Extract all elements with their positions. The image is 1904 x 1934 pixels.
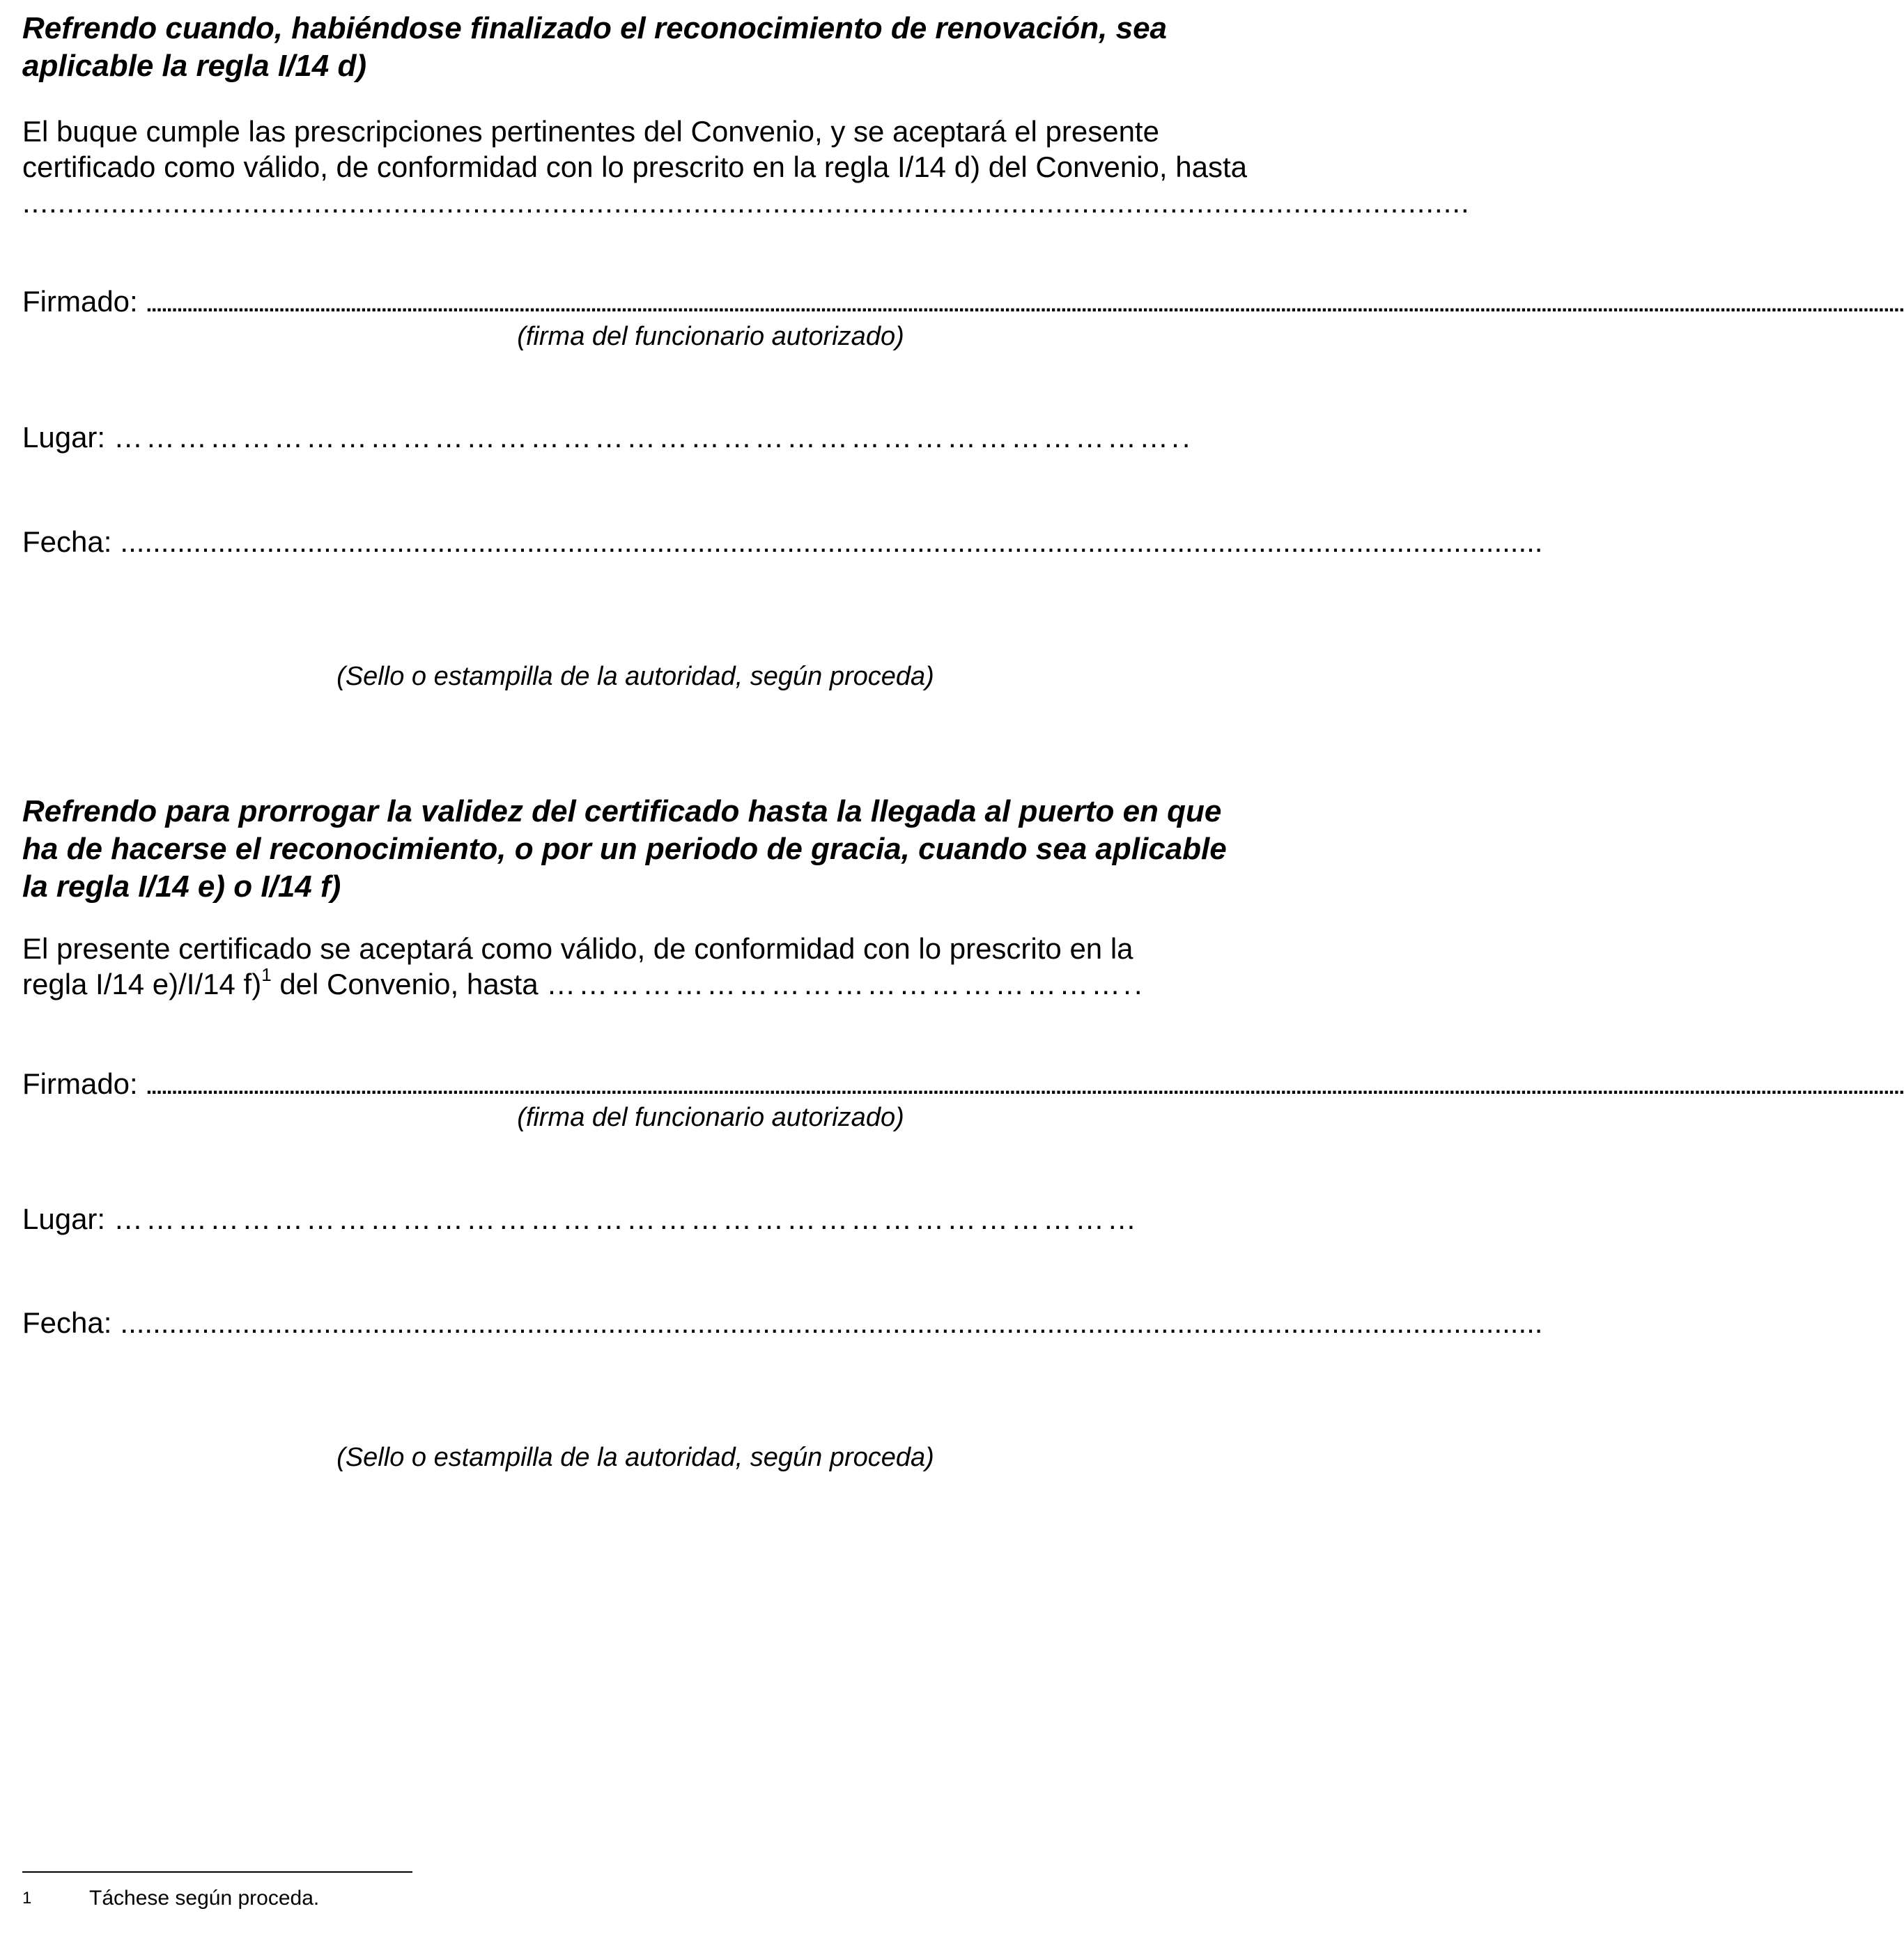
- section-2-date-label: Fecha:: [22, 1306, 112, 1339]
- section-2-seal-caption: (Sello o estampilla de la autoridad, según proceda): [336, 1443, 934, 1472]
- section-2-signed-line: [22, 1066, 1904, 1105]
- section-1-place-dots: ………………………………………………………………………………………..: [114, 421, 1193, 454]
- section-1-signed-line: [22, 284, 1904, 323]
- section-2-signature-caption: (firma del funcionario autorizado): [517, 1103, 904, 1132]
- section-1-heading: Refrendo cuando, habiéndose finalizado el reconocimiento de renovación, sea aplicable la regla I/14 d): [22, 11, 1168, 83]
- section-2-signed-label: Firmado:: [22, 1067, 138, 1100]
- section-1-date-line: [22, 524, 1543, 559]
- section-2-paragraph-line-1: El presente certificado se aceptará como válido, de conformidad con lo prescrito en la: [22, 932, 1133, 965]
- footnote-reference: 1: [261, 964, 272, 985]
- section-2-heading: Refrendo para prorrogar la validez del certificado hasta la llegada al puerto en que ha de hacerse el reconocimiento, o por un periodo de gracia, cuando sea aplicable la regla I/14 e) o I/14 f): [22, 794, 1227, 904]
- section-1-signed-dots: ........................................................................................................................................................................................................................................................................................................................................................: [146, 293, 1904, 316]
- section-2-paragraph-line-2-post: del Convenio, hasta: [271, 968, 539, 1000]
- section-1-place-label: Lugar:: [22, 421, 106, 454]
- section-1-date-label: Fecha:: [22, 525, 112, 558]
- section-1-signature-caption: (firma del funcionario autorizado): [517, 322, 904, 351]
- footnote-divider: [22, 1871, 412, 1873]
- section-2-paragraph: [22, 931, 1248, 1002]
- section-1-paragraph-dots: ....................................................................................................................................................................: [22, 186, 1470, 219]
- footnote: [22, 1886, 319, 1911]
- section-2-place-line: [22, 1201, 1248, 1237]
- footnote-text: Táchese según proceda.: [89, 1887, 320, 1910]
- section-2-paragraph-dots: ………………………………………………..: [546, 968, 1145, 1000]
- section-2-paragraph-line-2-pre: regla I/14 e)/I/14 f): [22, 968, 262, 1000]
- section-2-signed-dots: ........................................................................................................................................................................................................................................................................................................................................................: [146, 1076, 1904, 1099]
- section-1-seal-caption: (Sello o estampilla de la autoridad, según proceda): [336, 662, 934, 691]
- section-1: [22, 10, 1248, 85]
- section-1-paragraph-text: El buque cumple las prescripciones pertinentes del Convenio, y se aceptará el presente certificado como válido, de conformidad con lo prescrito en la regla I/14 d) del Convenio, hasta: [22, 115, 1247, 183]
- section-2: [22, 793, 1248, 906]
- section-2-date-line: [22, 1305, 1543, 1340]
- section-2-place-label: Lugar:: [22, 1202, 106, 1235]
- section-2-date-dots: ...............................................................................................................................................................................: [120, 1306, 1543, 1339]
- section-1-paragraph: [22, 114, 1470, 220]
- footnote-number: 1: [22, 1889, 32, 1908]
- section-1-signed-label: Firmado:: [22, 285, 138, 318]
- section-1-date-dots: ...............................................................................................................................................................................: [120, 525, 1543, 558]
- section-1-place-line: [22, 419, 1248, 455]
- section-2-place-dots: ……………………………………………………………………………………: [114, 1202, 1140, 1235]
